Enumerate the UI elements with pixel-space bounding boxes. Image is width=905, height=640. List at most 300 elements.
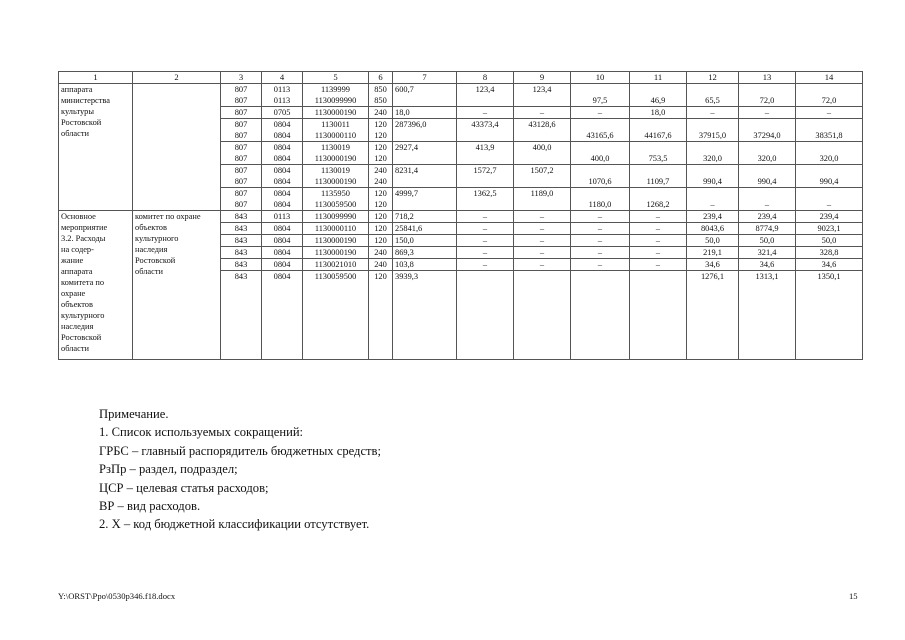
cell-value: 807 bbox=[234, 177, 248, 186]
cell-value: 120 bbox=[374, 120, 387, 129]
cell-value bbox=[395, 153, 454, 164]
table-cell bbox=[514, 119, 571, 142]
table-cell bbox=[571, 271, 630, 360]
cell-value: 18,0 bbox=[650, 108, 666, 117]
table-cell bbox=[687, 271, 739, 360]
header-cell: 4 bbox=[262, 72, 303, 84]
cell-value: – bbox=[539, 236, 545, 245]
cell-value: 120 bbox=[374, 212, 387, 221]
budget-table bbox=[58, 71, 863, 360]
responsible-line: комитет по охране bbox=[135, 212, 201, 221]
row-label-line: министерства bbox=[61, 96, 110, 105]
cell-value bbox=[573, 142, 627, 153]
cell-value: 1130000110 bbox=[314, 224, 357, 233]
table-cell bbox=[739, 142, 796, 165]
cell-value: 807 bbox=[234, 96, 248, 105]
table-cell bbox=[369, 271, 393, 360]
responsible-cell bbox=[133, 211, 221, 360]
cell-value: 72,0 bbox=[821, 96, 837, 105]
cell-value: 8231,4 bbox=[395, 166, 419, 175]
table-cell bbox=[457, 188, 514, 211]
table-cell bbox=[687, 84, 739, 107]
cell-value: 990,4 bbox=[703, 177, 722, 186]
table-cell bbox=[262, 107, 303, 119]
table-cell bbox=[630, 84, 687, 107]
cell-value bbox=[395, 95, 454, 106]
cell-value: 72,0 bbox=[759, 96, 775, 105]
cell-value: – bbox=[710, 200, 715, 209]
cell-value: 0804 bbox=[273, 200, 291, 209]
cell-value: 0804 bbox=[273, 177, 291, 186]
row-label-line: Ростовской bbox=[61, 333, 102, 342]
cell-value: – bbox=[597, 248, 603, 257]
table-cell bbox=[739, 259, 796, 271]
table-cell bbox=[571, 142, 630, 165]
cell-value: 120 bbox=[374, 200, 387, 209]
cell-value: – bbox=[764, 200, 770, 209]
cell-value: 320,0 bbox=[757, 154, 777, 163]
table-cell bbox=[262, 223, 303, 235]
table-cell bbox=[796, 271, 863, 360]
cell-value: – bbox=[482, 224, 488, 233]
notes-item-x-code: 2. X – код бюджетной классификации отсутствует. bbox=[99, 517, 370, 532]
cell-value bbox=[741, 119, 793, 130]
table-cell bbox=[571, 84, 630, 107]
cell-value: 9023,1 bbox=[817, 224, 841, 233]
cell-value: – bbox=[597, 236, 603, 245]
header-cell: 5 bbox=[303, 72, 369, 84]
table-cell bbox=[739, 223, 796, 235]
cell-value bbox=[632, 84, 684, 95]
cell-value: 990,4 bbox=[757, 177, 777, 186]
table-cell bbox=[393, 84, 457, 107]
cell-value bbox=[573, 84, 627, 95]
row-label-line: комитета по bbox=[61, 278, 105, 287]
cell-value: 18,0 bbox=[395, 108, 410, 117]
table-cell bbox=[571, 235, 630, 247]
table-cell bbox=[630, 211, 687, 223]
cell-value bbox=[573, 119, 627, 130]
cell-value: 1180,0 bbox=[588, 200, 612, 209]
notes-item-csr: ЦСР – целевая статья расходов; bbox=[99, 480, 269, 495]
table-cell bbox=[796, 119, 863, 142]
table-cell bbox=[457, 223, 514, 235]
table-cell bbox=[393, 259, 457, 271]
table-cell bbox=[457, 259, 514, 271]
table-cell bbox=[630, 247, 687, 259]
table-cell bbox=[262, 188, 303, 211]
cell-value: 50,0 bbox=[705, 236, 720, 245]
cell-value: 1130099990 bbox=[314, 212, 357, 221]
cell-value bbox=[741, 84, 793, 95]
table-cell bbox=[571, 247, 630, 259]
cell-value: 50,0 bbox=[759, 236, 775, 245]
cell-value: 34,6 bbox=[759, 260, 775, 269]
table-cell bbox=[303, 84, 369, 107]
cell-value: 120 bbox=[374, 236, 387, 245]
cell-value: 1130000110 bbox=[314, 131, 357, 140]
table-cell bbox=[221, 142, 262, 165]
cell-value bbox=[459, 271, 511, 282]
cell-value: 240 bbox=[374, 166, 387, 175]
cell-value bbox=[689, 142, 736, 153]
table-cell bbox=[457, 107, 514, 119]
table-cell bbox=[369, 84, 393, 107]
table-cell bbox=[262, 247, 303, 259]
notes-item-grbs: ГРБС – главный распорядитель бюджетных средств; bbox=[99, 443, 381, 458]
table-cell bbox=[393, 247, 457, 259]
cell-value: 1130019 bbox=[320, 166, 350, 175]
table-cell bbox=[796, 107, 863, 119]
cell-value: – bbox=[597, 260, 603, 269]
table-cell bbox=[687, 247, 739, 259]
cell-value: 4999,7 bbox=[395, 189, 419, 198]
cell-value: – bbox=[539, 248, 545, 257]
cell-value: 1313,1 bbox=[755, 272, 779, 281]
row-label-cell bbox=[59, 84, 133, 211]
table-row bbox=[59, 84, 863, 107]
table-cell bbox=[630, 107, 687, 119]
table-cell bbox=[796, 84, 863, 107]
cell-value bbox=[395, 130, 454, 141]
table-cell bbox=[571, 211, 630, 223]
cell-value: 239,4 bbox=[819, 212, 839, 221]
cell-value: 65,5 bbox=[705, 96, 720, 105]
cell-value bbox=[459, 130, 511, 141]
table-cell bbox=[739, 165, 796, 188]
cell-value bbox=[459, 153, 511, 164]
cell-value: 50,0 bbox=[821, 236, 837, 245]
cell-value: 807 bbox=[234, 154, 248, 163]
cell-value: 600,7 bbox=[395, 85, 414, 94]
table-cell bbox=[514, 107, 571, 119]
cell-value: 400,0 bbox=[532, 143, 552, 152]
table-cell bbox=[369, 223, 393, 235]
cell-value: 753,5 bbox=[648, 154, 668, 163]
cell-value: 34,6 bbox=[821, 260, 837, 269]
table-cell bbox=[221, 223, 262, 235]
table-cell bbox=[796, 247, 863, 259]
table-cell bbox=[262, 235, 303, 247]
table-cell bbox=[739, 84, 796, 107]
table-cell bbox=[514, 165, 571, 188]
cell-value: 1362,5 bbox=[473, 189, 497, 198]
cell-value: 123,4 bbox=[532, 85, 552, 94]
cell-value bbox=[516, 271, 568, 282]
table-cell bbox=[393, 188, 457, 211]
cell-value: 240 bbox=[374, 260, 387, 269]
responsible-line: культурного bbox=[135, 234, 179, 243]
cell-value: 1109,7 bbox=[646, 177, 670, 186]
responsible-line: наследия bbox=[135, 245, 168, 254]
cell-value: 120 bbox=[374, 154, 387, 163]
table-cell bbox=[262, 271, 303, 360]
cell-value bbox=[689, 165, 736, 176]
cell-value: 1130059500 bbox=[314, 200, 357, 209]
cell-value: 1130011 bbox=[321, 120, 350, 129]
cell-value: 0804 bbox=[273, 224, 291, 233]
cell-value: 240 bbox=[374, 108, 387, 117]
table-cell bbox=[457, 165, 514, 188]
cell-value bbox=[573, 165, 627, 176]
cell-value: – bbox=[764, 108, 770, 117]
table-cell bbox=[262, 211, 303, 223]
responsible-line: области bbox=[135, 267, 163, 276]
table-cell bbox=[457, 235, 514, 247]
cell-value: 843 bbox=[234, 212, 248, 221]
table-cell bbox=[262, 259, 303, 271]
row-label-line: мероприятие bbox=[61, 223, 108, 232]
cell-value: 1135950 bbox=[320, 189, 350, 198]
header-cell: 10 bbox=[571, 72, 630, 84]
cell-value: 44167,6 bbox=[644, 131, 672, 140]
table-cell bbox=[630, 259, 687, 271]
cell-value bbox=[516, 199, 568, 210]
cell-value bbox=[632, 165, 684, 176]
cell-value: 807 bbox=[234, 143, 248, 152]
cell-value bbox=[741, 165, 793, 176]
cell-value: 240 bbox=[374, 248, 387, 257]
table-cell bbox=[514, 142, 571, 165]
cell-value: 3939,3 bbox=[395, 272, 419, 281]
table-cell bbox=[457, 211, 514, 223]
row-label-line: Ростовской bbox=[61, 118, 102, 127]
table-header bbox=[59, 72, 863, 84]
table-cell bbox=[796, 142, 863, 165]
cell-value: – bbox=[597, 224, 603, 233]
cell-value: 413,9 bbox=[475, 143, 495, 152]
cell-value: 43128,6 bbox=[528, 120, 556, 129]
table-cell bbox=[303, 165, 369, 188]
cell-value bbox=[395, 199, 454, 210]
cell-value: 1130059500 bbox=[314, 272, 357, 281]
cell-value bbox=[741, 142, 793, 153]
cell-value bbox=[459, 176, 511, 187]
table-cell bbox=[221, 211, 262, 223]
cell-value: 1130000190 bbox=[314, 236, 357, 245]
cell-value: 843 bbox=[234, 260, 248, 269]
table-cell bbox=[221, 247, 262, 259]
cell-value: – bbox=[539, 108, 545, 117]
header-cell: 6 bbox=[369, 72, 393, 84]
table-cell bbox=[221, 188, 262, 211]
table-cell bbox=[221, 259, 262, 271]
row-label-cell bbox=[59, 211, 133, 360]
cell-value bbox=[798, 84, 860, 95]
table-cell bbox=[369, 259, 393, 271]
cell-value: 2927,4 bbox=[395, 143, 419, 152]
header-cell: 8 bbox=[457, 72, 514, 84]
cell-value: – bbox=[539, 224, 545, 233]
cell-value: 219,1 bbox=[703, 248, 722, 257]
table-cell bbox=[796, 188, 863, 211]
table-cell bbox=[393, 107, 457, 119]
row-label-line: на содер- bbox=[61, 245, 94, 254]
cell-value: 120 bbox=[374, 143, 387, 152]
table-cell bbox=[739, 271, 796, 360]
table-cell bbox=[303, 247, 369, 259]
table-cell bbox=[221, 84, 262, 107]
table-cell bbox=[393, 142, 457, 165]
cell-value: 1507,2 bbox=[530, 166, 554, 175]
cell-value bbox=[632, 188, 684, 199]
table-body bbox=[59, 84, 863, 360]
cell-value bbox=[459, 199, 511, 210]
table-cell bbox=[739, 119, 796, 142]
table-cell bbox=[514, 211, 571, 223]
notes-item-abbrev-list: 1. Список используемых сокращений: bbox=[99, 425, 304, 440]
cell-value: 38351,8 bbox=[815, 131, 843, 140]
table-cell bbox=[369, 247, 393, 259]
row-label-line: области bbox=[61, 129, 89, 138]
cell-value: – bbox=[482, 236, 488, 245]
row-label-line: культуры bbox=[61, 107, 94, 116]
table-cell bbox=[303, 142, 369, 165]
cell-value: – bbox=[597, 212, 603, 221]
cell-value: 120 bbox=[374, 224, 387, 233]
row-label-line: объектов bbox=[61, 300, 93, 309]
cell-value: 1130021010 bbox=[314, 260, 357, 269]
row-label-line: наследия bbox=[61, 322, 94, 331]
cell-value: 807 bbox=[234, 131, 248, 140]
table-cell bbox=[796, 165, 863, 188]
cell-value: 1130019 bbox=[320, 143, 350, 152]
table-cell bbox=[630, 235, 687, 247]
table-cell bbox=[687, 107, 739, 119]
cell-value: – bbox=[539, 212, 545, 221]
table-cell bbox=[571, 259, 630, 271]
cell-value: 0113 bbox=[273, 85, 291, 94]
budget-table-container bbox=[58, 71, 862, 360]
table-cell bbox=[630, 223, 687, 235]
responsible-cell bbox=[133, 84, 221, 211]
table-cell bbox=[221, 235, 262, 247]
cell-value bbox=[395, 176, 454, 187]
cell-value: 8043,6 bbox=[700, 224, 725, 233]
cell-value: – bbox=[655, 236, 661, 245]
cell-value: 103,8 bbox=[395, 260, 414, 269]
cell-value: 843 bbox=[234, 224, 248, 233]
table-cell bbox=[303, 223, 369, 235]
cell-value bbox=[798, 119, 860, 130]
cell-value: 807 bbox=[234, 108, 248, 117]
table-cell bbox=[369, 188, 393, 211]
responsible-line: Ростовской bbox=[135, 256, 176, 265]
cell-value: 0804 bbox=[273, 143, 291, 152]
cell-value: 850 bbox=[374, 96, 387, 105]
cell-value: 120 bbox=[374, 189, 387, 198]
cell-value: – bbox=[597, 108, 603, 117]
cell-value: 37294,0 bbox=[753, 131, 781, 140]
cell-value: 43165,6 bbox=[586, 131, 614, 140]
table-cell bbox=[630, 188, 687, 211]
cell-value: 0804 bbox=[273, 189, 291, 198]
table-cell bbox=[630, 142, 687, 165]
table-cell bbox=[303, 188, 369, 211]
cell-value bbox=[459, 95, 511, 106]
table-cell bbox=[369, 235, 393, 247]
table-cell bbox=[739, 247, 796, 259]
table-cell bbox=[630, 271, 687, 360]
cell-value: 843 bbox=[234, 272, 248, 281]
cell-value: 1070,6 bbox=[588, 177, 612, 186]
header-cell: 14 bbox=[796, 72, 863, 84]
cell-value: 239,4 bbox=[703, 212, 722, 221]
cell-value: 807 bbox=[234, 200, 248, 209]
cell-value: – bbox=[655, 248, 661, 257]
table-cell bbox=[514, 235, 571, 247]
table-cell bbox=[687, 165, 739, 188]
cell-value: – bbox=[826, 108, 832, 117]
table-cell bbox=[303, 107, 369, 119]
cell-value: 1572,7 bbox=[473, 166, 497, 175]
cell-value bbox=[632, 119, 684, 130]
table-cell bbox=[221, 165, 262, 188]
header-cell: 7 bbox=[393, 72, 457, 84]
cell-value: 1130000190 bbox=[314, 154, 357, 163]
table-cell bbox=[457, 142, 514, 165]
row-label-line: Основное bbox=[61, 212, 96, 221]
cell-value: – bbox=[826, 200, 832, 209]
cell-value: 0804 bbox=[273, 236, 291, 245]
header-cell: 9 bbox=[514, 72, 571, 84]
cell-value: 97,5 bbox=[592, 96, 608, 105]
table-cell bbox=[796, 235, 863, 247]
cell-value: – bbox=[482, 212, 488, 221]
cell-value: 1130000190 bbox=[314, 108, 357, 117]
header-cell: 12 bbox=[687, 72, 739, 84]
table-cell bbox=[739, 211, 796, 223]
cell-value bbox=[798, 165, 860, 176]
table-cell bbox=[687, 211, 739, 223]
notes-item-rzpr: РзПр – раздел, подраздел; bbox=[99, 462, 238, 477]
table-cell bbox=[221, 119, 262, 142]
table-cell bbox=[262, 142, 303, 165]
notes-item-vr: ВР – вид расходов. bbox=[99, 499, 201, 514]
table-cell bbox=[369, 119, 393, 142]
table-cell bbox=[303, 211, 369, 223]
cell-value: 807 bbox=[234, 85, 248, 94]
table-cell bbox=[739, 235, 796, 247]
table-cell bbox=[514, 247, 571, 259]
table-cell bbox=[262, 84, 303, 107]
cell-value: 240 bbox=[374, 177, 387, 186]
table-cell bbox=[457, 247, 514, 259]
cell-value: 1139999 bbox=[320, 85, 350, 94]
table-cell bbox=[571, 223, 630, 235]
header-cell: 1 bbox=[59, 72, 133, 84]
table-cell bbox=[514, 259, 571, 271]
cell-value: 718,2 bbox=[395, 212, 414, 221]
table-cell bbox=[514, 223, 571, 235]
cell-value: 0804 bbox=[273, 166, 291, 175]
table-cell bbox=[393, 211, 457, 223]
cell-value: 320,0 bbox=[703, 154, 722, 163]
cell-value: 0705 bbox=[273, 108, 291, 117]
header-row bbox=[59, 72, 863, 84]
cell-value bbox=[689, 188, 736, 199]
cell-value bbox=[632, 271, 684, 282]
cell-value: 1130099990 bbox=[314, 96, 357, 105]
table-cell bbox=[514, 271, 571, 360]
row-label-line: охране bbox=[61, 289, 86, 298]
table-cell bbox=[369, 107, 393, 119]
table-cell bbox=[221, 107, 262, 119]
table-cell bbox=[393, 165, 457, 188]
cell-value: 150,0 bbox=[395, 236, 414, 245]
cell-value: 46,9 bbox=[650, 96, 666, 105]
cell-value bbox=[573, 271, 627, 282]
